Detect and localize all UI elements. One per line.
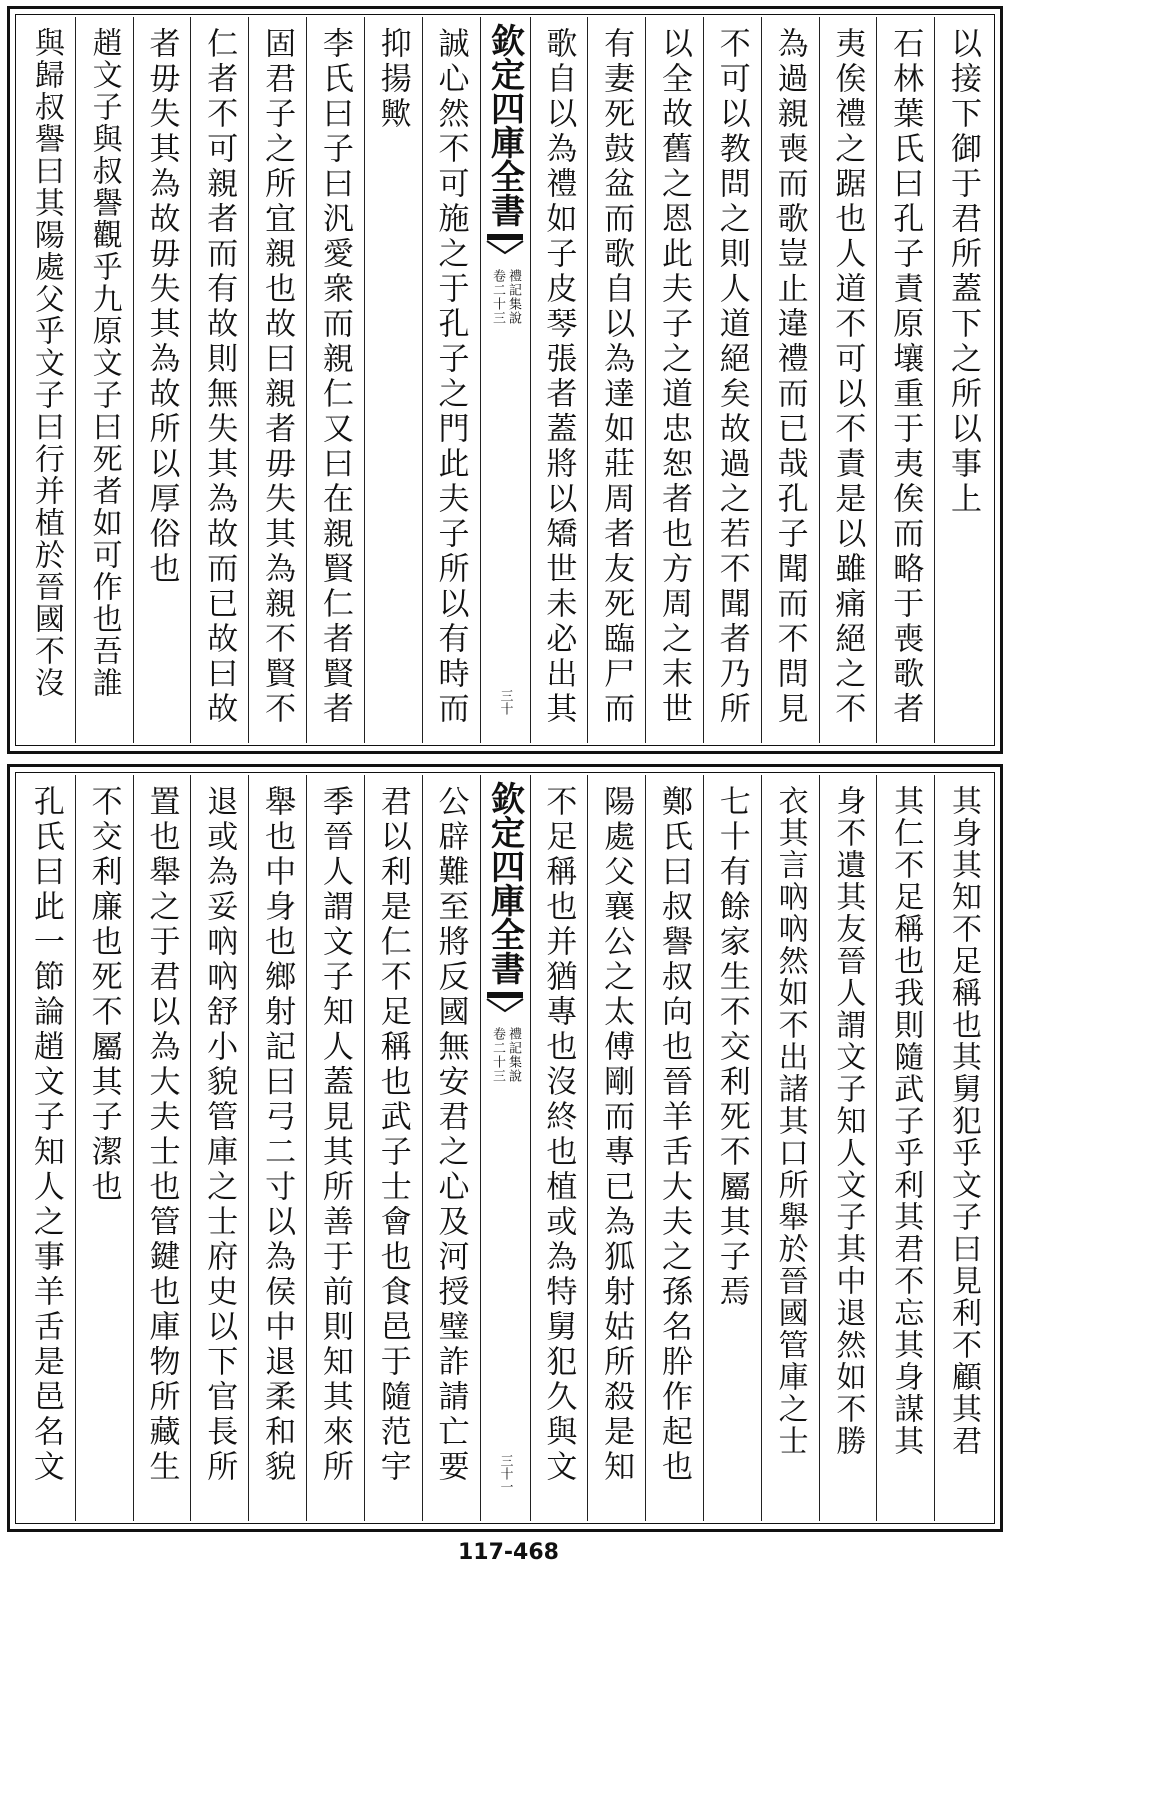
text-column: 七十有餘家生不交利死不屬其子焉: [703, 775, 761, 1521]
text-column: 退或為妥吶吶舒小貌管庫之士府史以下官長所: [190, 775, 248, 1521]
text-column: 抑揚歟: [364, 17, 422, 743]
text-column: 夷俟禮之踞也人道不可以不責是以雖痛絕之不: [819, 17, 877, 743]
banner-volume: 卷二十三: [490, 269, 505, 325]
text-column: 以全故舊之恩此夫子之道忠恕者也方周之末世: [645, 17, 703, 743]
text-column: 者毋失其為故毋失其為故所以厚俗也: [133, 17, 191, 743]
text-column: 仁者不可親者而有故則無失其為故而已故曰故: [190, 17, 248, 743]
banner-book-info: [490, 1027, 520, 1083]
text-column: 不足稱也并猶專也沒終也植或為特舅犯久與文: [530, 775, 588, 1521]
text-column: 其仁不足稱也我則隨武子乎利其君不忘其身謀其: [876, 775, 934, 1521]
text-column: 李氏曰子曰汎愛衆而親仁又曰在親賢仁者賢者: [306, 17, 364, 743]
text-column: 以接下御于君所蓋下之所以事上: [934, 17, 992, 743]
text-column: 有妻死鼓盆而歌自以為達如莊周者友死臨尸而: [587, 17, 645, 743]
text-column: 置也舉之于君以為大夫士也管鍵也庫物所藏生: [133, 775, 191, 1521]
text-column: 與歸叔譽曰其陽處父乎文子曰行并植於晉國不沒: [28, 27, 64, 699]
bottom-page-columns: [18, 775, 992, 1521]
text-column: 固君子之所宜親也故曰親者毋失其為親不賢不: [248, 17, 306, 743]
banner-book-info: [490, 269, 520, 325]
banner-folio: 三十: [497, 689, 513, 715]
text-column: 舉也中身也鄉射記曰弓二寸以為侯中退柔和貌: [248, 775, 306, 1521]
text-column: 不交利廉也死不屬其子潔也: [75, 775, 133, 1521]
text-column: 不可以教問之則人道絕矣故過之若不聞者乃所: [703, 17, 761, 743]
banner-title: 欽定四庫全書: [484, 781, 525, 985]
banner-book-title: 禮記集說: [506, 269, 521, 325]
text-column: 陽處父襄公之太傅剛而專已為狐射姑所殺是知: [587, 775, 645, 1521]
center-banner: [480, 775, 530, 1521]
text-column: 季晉人謂文子知人蓋見其所善于前則知其來所: [306, 775, 364, 1521]
fishtail-icon: [485, 991, 525, 1013]
page-number: 117-468: [458, 1540, 559, 1565]
text-column: 其身其知不足稱也其舅犯乎文子曰見利不顧其君: [934, 775, 992, 1521]
text-column: 石林葉氏曰孔子責原壤重于夷俟而略于喪歌者: [876, 17, 934, 743]
text-column: 公辟難至將反國無安君之心及河授璧詐請亡要: [422, 775, 480, 1521]
text-column: 誠心然不可施之于孔子之門此夫子所以有時而: [422, 17, 480, 743]
text-column: 君以利是仁不足稱也武子士會也食邑于隨范宇: [364, 775, 422, 1521]
banner-title: 欽定四庫全書: [484, 23, 525, 227]
text-column: 趙文子與叔譽觀乎九原文子曰死者如可作也吾誰: [75, 17, 133, 743]
text-column: 為過親喪而歌豈止違禮而已哉孔子聞而不問見: [761, 17, 819, 743]
bottom-page-frame: [7, 764, 1003, 1532]
text-column: 鄭氏曰叔譽叔向也晉羊舌大夫之孫名肸作起也: [645, 775, 703, 1521]
text-column: 歌自以為禮如子皮琴張者蓋將以矯世未必出其: [530, 17, 588, 743]
banner-folio: 三十一: [497, 1454, 513, 1493]
text-column: 孔氏曰此一節論趙文子知人之事羊舌是邑名文: [27, 785, 64, 1485]
text-column: 衣其言吶吶然如不出諸其口所舉於晉國管庫之士: [761, 775, 819, 1521]
banner-book-title: 禮記集說: [506, 1027, 521, 1083]
top-page-frame: [7, 6, 1003, 754]
text-column: 身不遺其友晉人謂文子知人文子其中退然如不勝: [819, 775, 877, 1521]
banner-volume: 卷二十三: [490, 1027, 505, 1083]
center-banner: [480, 17, 530, 743]
fishtail-icon: [485, 233, 525, 255]
top-page-columns: [18, 17, 992, 743]
